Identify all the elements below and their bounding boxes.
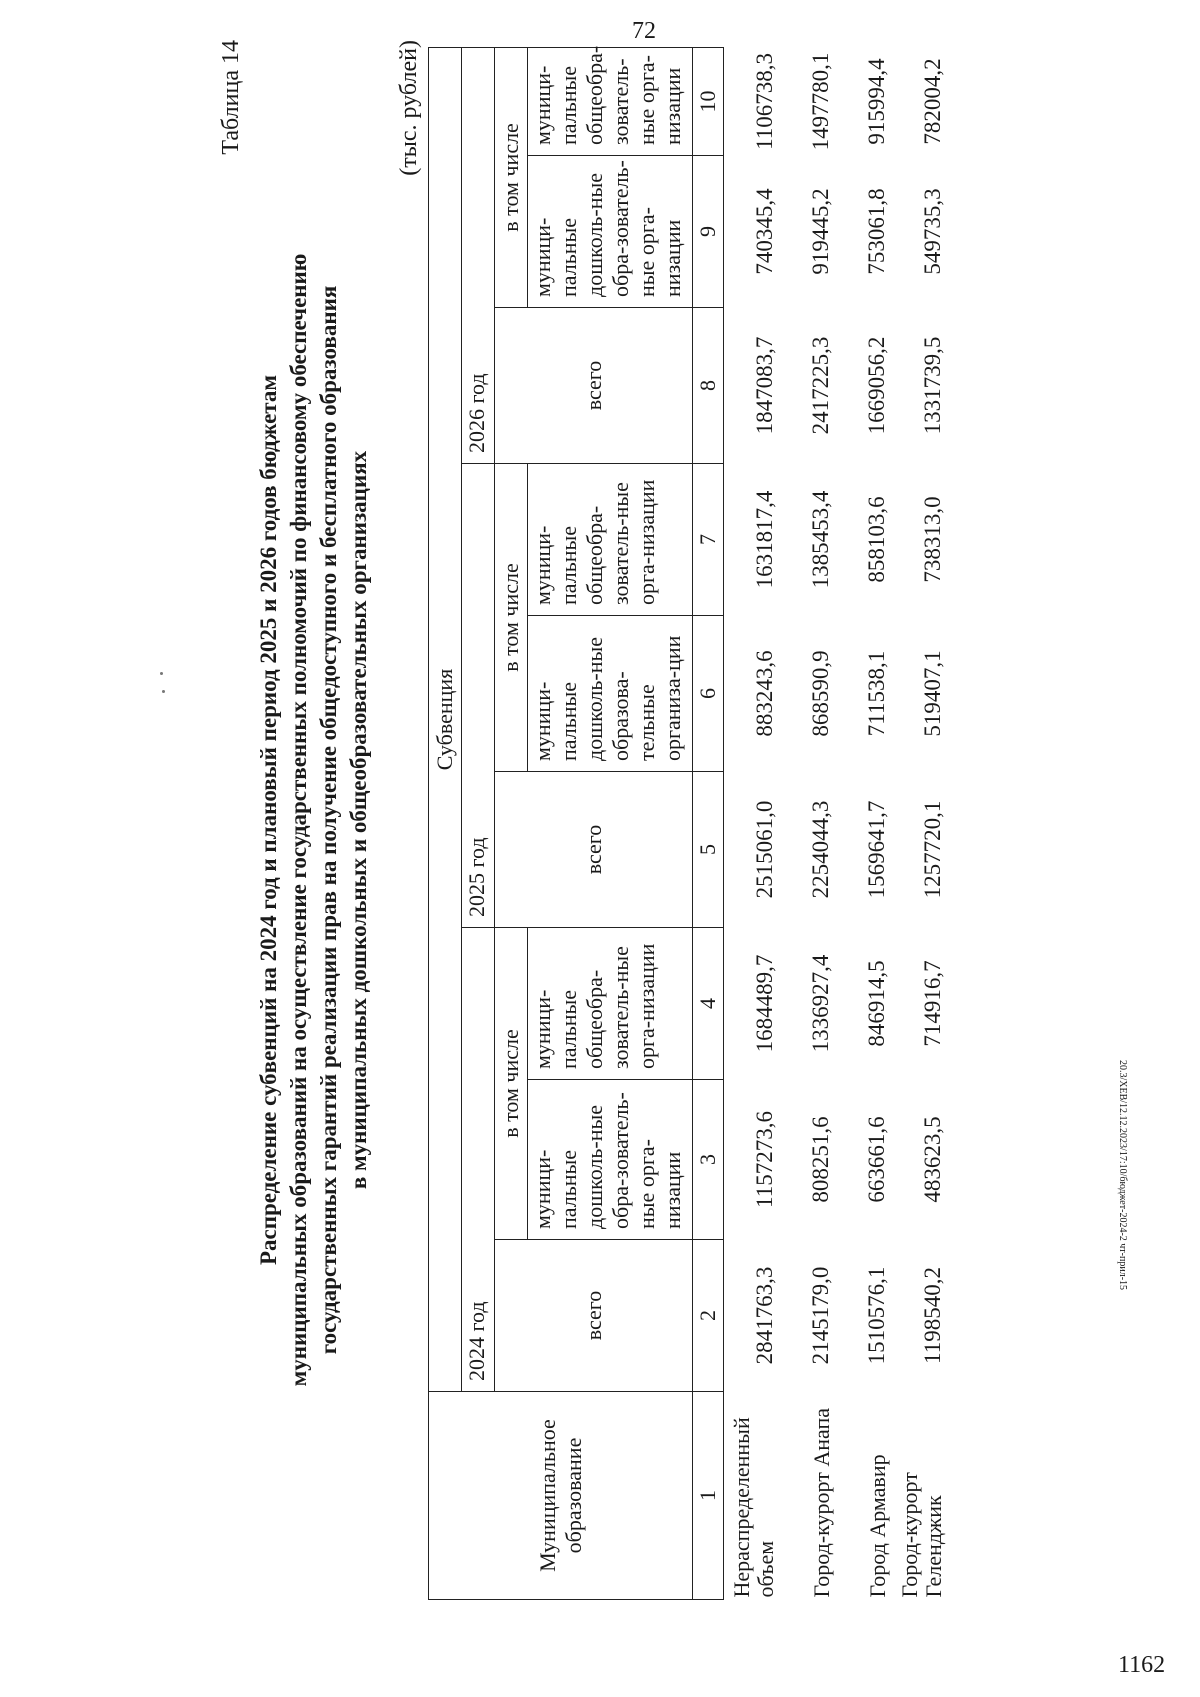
cell-value: 1669056,2 — [864, 336, 889, 435]
cell-value: 2841763,3 — [752, 1266, 777, 1365]
table-row — [724, 47, 781, 1599]
table-title — [254, 40, 374, 1600]
cell-value: 1569641,7 — [864, 800, 889, 899]
header-general-2026: муници-пальные общеобра-зователь-ные орга-низации — [528, 47, 693, 155]
cell-value: 1257720,1 — [920, 800, 945, 899]
cell-value: 740345,4 — [752, 188, 777, 275]
header-total-2026: всего — [495, 308, 693, 464]
header-preschool-2026: муници-пальные дошколь-ные обра-зователь-ные орга-низации — [528, 156, 693, 308]
municipality-name: Город-курорт Анапа — [809, 1407, 834, 1598]
scan-speck — [162, 690, 165, 693]
cell-value: 714916,7 — [920, 960, 945, 1047]
header-including-2025: в том числе — [495, 464, 528, 772]
cell-value: 1336927,4 — [808, 954, 833, 1053]
footer-code: 20.3/ХЕВ/12.12.2023/17:10/бюджет-2024-2 чт-прил-15 — [1117, 1060, 1128, 1291]
page-number-top: 72 — [632, 18, 656, 44]
cell-value: 1631817,4 — [752, 490, 777, 589]
header-including-2024: в том числе — [495, 928, 528, 1240]
cell-value: 549735,3 — [920, 188, 945, 275]
cell-value: 1684489,7 — [752, 954, 777, 1053]
table-row — [780, 47, 836, 1599]
rotated-content — [218, 40, 1198, 1600]
header-including-2026: в том числе — [495, 47, 528, 307]
cell-value: 1385453,4 — [808, 490, 833, 589]
cell-value: 2515061,0 — [752, 800, 777, 899]
table-row — [836, 47, 892, 1599]
header-subvention: Субвенция — [429, 47, 462, 1391]
title-line: в муниципальных дошкольных и общеобразовательных организациях — [346, 450, 371, 1190]
cell-value: 483623,5 — [920, 1116, 945, 1203]
table-label: Таблица 14 — [218, 40, 244, 155]
cell-value: 711538,1 — [864, 650, 889, 737]
cell-value: 1497780,1 — [808, 52, 833, 151]
cell-value: 782004,2 — [920, 58, 945, 145]
cell-value: 883243,6 — [752, 650, 777, 737]
cell-value: 519407,1 — [920, 650, 945, 737]
col-number: 1 — [693, 1392, 724, 1600]
cell-value: 858103,6 — [864, 496, 889, 583]
col-number: 5 — [693, 772, 724, 928]
cell-value: 846914,5 — [864, 960, 889, 1047]
cell-value: 738313,0 — [920, 496, 945, 583]
title-line: муниципальных образований на осуществление государственных полномочий по финансовому обеспечению — [286, 253, 311, 1387]
cell-value: 2417225,3 — [808, 336, 833, 435]
cell-value: 1847083,7 — [752, 336, 777, 435]
units-label: (тыс. рублей) — [396, 40, 422, 176]
header-general-2025: муници-пальные общеобра-зователь-ные орга-низации — [528, 464, 693, 616]
header-general-2024: муници-пальные общеобра-зователь-ные орга-низации — [528, 928, 693, 1080]
cell-value: 663661,6 — [864, 1116, 889, 1203]
header-preschool-2025: муници-пальные дошколь-ные образова-тельные организа-ции — [528, 616, 693, 772]
header-year-2026: 2026 год — [462, 47, 495, 463]
cell-value: 808251,6 — [808, 1116, 833, 1203]
municipality-name: Город-курорт Геленджик — [897, 1472, 946, 1598]
cell-value: 1198540,2 — [920, 1267, 945, 1364]
col-number: 9 — [693, 156, 724, 308]
col-number: 6 — [693, 616, 724, 772]
col-number: 3 — [693, 1080, 724, 1240]
subvention-table — [428, 47, 948, 1600]
header-year-2025: 2025 год — [462, 464, 495, 928]
col-number: 2 — [693, 1240, 724, 1392]
scan-speck — [160, 672, 163, 675]
col-number: 8 — [693, 308, 724, 464]
municipality-name: Нераспределенный объем — [729, 1417, 778, 1598]
title-line: государственных гарантий реализации прав на получение общедоступного и бесплатного образования — [316, 285, 341, 1355]
header-total-2024: всего — [495, 1240, 693, 1392]
cell-value: 915994,4 — [864, 58, 889, 145]
cell-value: 868590,9 — [808, 650, 833, 737]
header-municipality: Муниципальное образование — [429, 1392, 693, 1600]
col-number: 10 — [693, 47, 724, 155]
header-year-2024: 2024 год — [462, 928, 495, 1392]
page-number-bottom: 1162 — [1118, 1652, 1166, 1678]
cell-value: 753061,8 — [864, 188, 889, 275]
header-preschool-2024: муници-пальные дошколь-ные обра-зователь-ные орга-низации — [528, 1080, 693, 1240]
col-number: 4 — [693, 928, 724, 1080]
cell-value: 1331739,5 — [920, 336, 945, 435]
cell-value: 1106738,3 — [752, 53, 777, 150]
title-line: Распределение субвенций на 2024 год и плановый период 2025 и 2026 годов бюджетам — [256, 374, 281, 1266]
cell-value: 1510576,1 — [864, 1266, 889, 1365]
header-total-2025: всего — [495, 772, 693, 928]
cell-value: 2145179,0 — [808, 1266, 833, 1365]
municipality-name: Город Армавир — [865, 1454, 890, 1598]
cell-value: 919445,2 — [808, 188, 833, 275]
cell-value: 2254044,3 — [808, 800, 833, 899]
table-row — [892, 47, 948, 1599]
col-number: 7 — [693, 464, 724, 616]
cell-value: 1157273,6 — [752, 1111, 777, 1208]
